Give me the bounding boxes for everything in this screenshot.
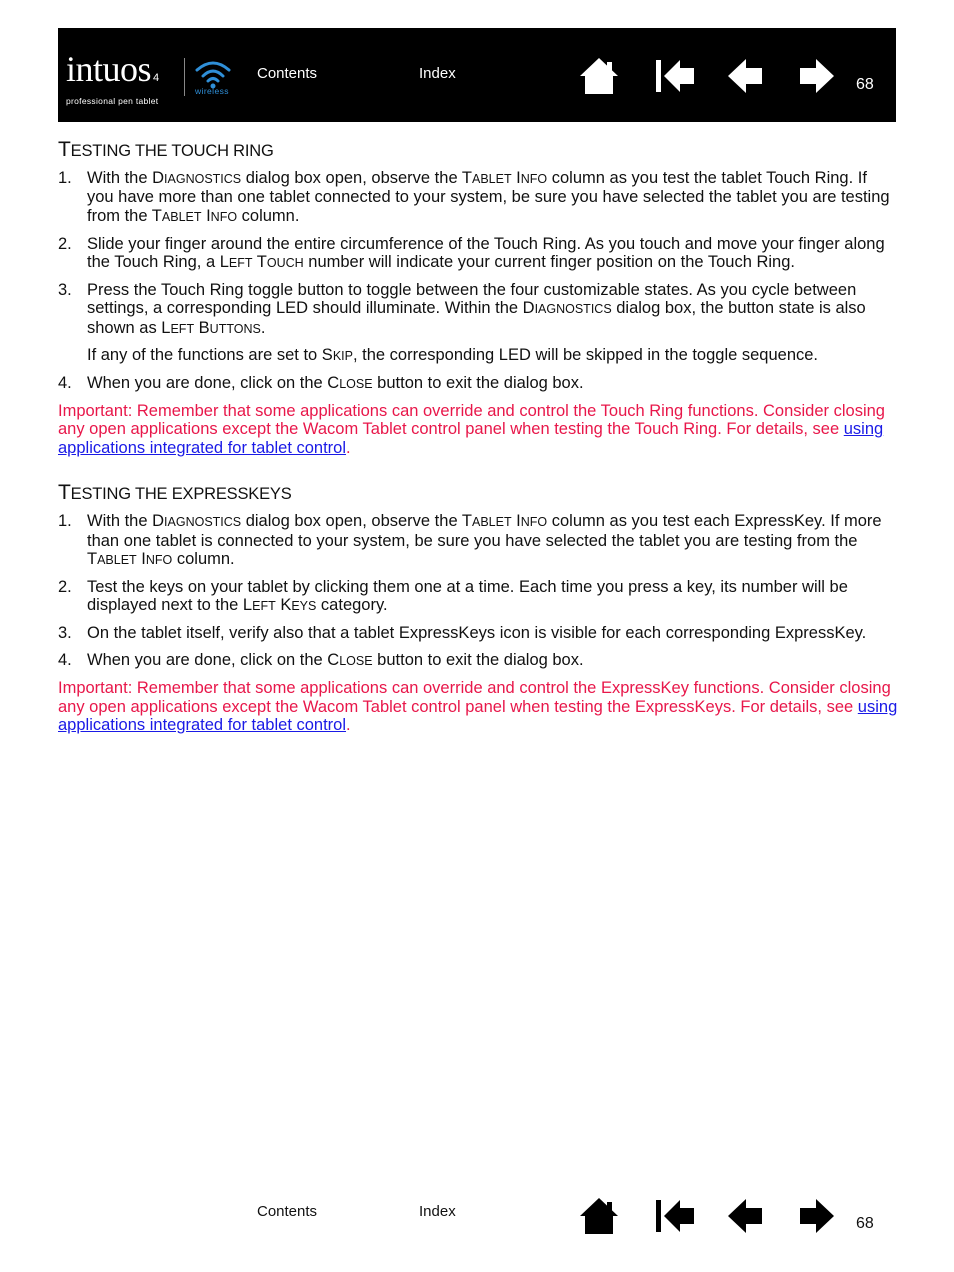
footer-page-number: 68 (856, 1215, 874, 1232)
next-page-icon[interactable] (796, 1196, 836, 1236)
home-icon[interactable] (578, 56, 620, 96)
important-note-expresskeys: Important: Remember that some applications can override and control the ExpressKey functions. Consider closing any open applications except the Wacom Tablet control panel when testing the ExpressKeys. For details, see using applications integrated for tablet control. (58, 679, 898, 734)
list-item: 1. With the DIAGNOSTICS dialog box open, observe the TABLET INFO column as you test the tablet Touch Ring. If you have more than one tablet connected to your system, be sure you have selected the tablet you are testing from the TABLET INFO column. (58, 169, 890, 225)
page-header (58, 28, 896, 122)
integrated-apps-link[interactable]: using applications integrated for tablet control (58, 697, 898, 734)
first-page-icon[interactable] (654, 56, 698, 96)
home-icon[interactable] (578, 1196, 620, 1236)
first-page-icon[interactable] (654, 1196, 698, 1236)
previous-page-icon[interactable] (726, 56, 766, 96)
list-item: 1. With the DIAGNOSTICS dialog box open, observe the TABLET INFO column as you test each ExpressKey. If more than one tablet is connected to your system, be sure you have selected the tablet you are testing from the TABLET INFO column. (58, 512, 882, 569)
page-content (58, 138, 898, 734)
list-item: 4. When you are done, click on the CLOSE button to exit the dialog box. (58, 374, 584, 393)
section-title-touch-ring: TESTING THE TOUCH RING (58, 138, 274, 161)
important-note-touch-ring: Important: Remember that some applications can override and control the Touch Ring functions. Consider closing any open applications except the Wacom Tablet control panel when testing the Touch Ring. For details, see using applications integrated for tablet control. (58, 402, 885, 457)
list-item-note: If any of the functions are set to SKIP, the corresponding LED will be skipped in the toggle sequence. (87, 346, 819, 365)
footer-contents-link[interactable]: Contents (257, 1203, 318, 1220)
intuos-logo (66, 49, 159, 106)
integrated-apps-link[interactable]: using applications integrated for tablet control (58, 420, 884, 457)
logo-number: 4 (153, 72, 159, 84)
contents-link[interactable]: Contents (257, 65, 318, 82)
index-link[interactable]: Index (419, 65, 456, 82)
list-item: 3. On the tablet itself, verify also that a tablet ExpressKeys icon is visible for each corresponding ExpressKey. (58, 624, 867, 643)
logo-word: intuos (66, 49, 152, 89)
list-item: 4. When you are done, click on the CLOSE button to exit the dialog box. (58, 651, 584, 670)
page-number: 68 (856, 76, 874, 93)
list-item: 2. Slide your finger around the entire circumference of the Touch Ring. As you touch and move your finger along the Touch Ring, a LEFT TOUCH number will indicate your current finger position on the Touch Ring. (58, 234, 885, 272)
logo-subtitle: professional pen tablet (66, 96, 159, 106)
wireless-label: wireless (195, 86, 229, 96)
touch-ring-steps (58, 169, 898, 394)
logo-divider (184, 58, 185, 96)
next-page-icon[interactable] (796, 56, 836, 96)
list-item: 3. Press the Touch Ring toggle button to toggle between the four customizable states. As you cycle between settings, a corresponding LED should illuminate. Within the DIAGNOSTICS dialog box, the button state is also shown as LEFT BUTTONS. If any of the functions are set to SKIP, the corresponding LED will be skipped in the toggle sequence. (58, 281, 898, 366)
list-item: 2. Test the keys on your tablet by clicking them one at a time. Each time you press a key, its number will be displayed next to the LEFT KEYS category. (58, 578, 848, 615)
section-title-expresskeys: TESTING THE EXPRESSKEYS (58, 481, 292, 505)
expresskeys-steps (58, 512, 898, 670)
footer-index-link[interactable]: Index (419, 1203, 456, 1220)
previous-page-icon[interactable] (726, 1196, 766, 1236)
